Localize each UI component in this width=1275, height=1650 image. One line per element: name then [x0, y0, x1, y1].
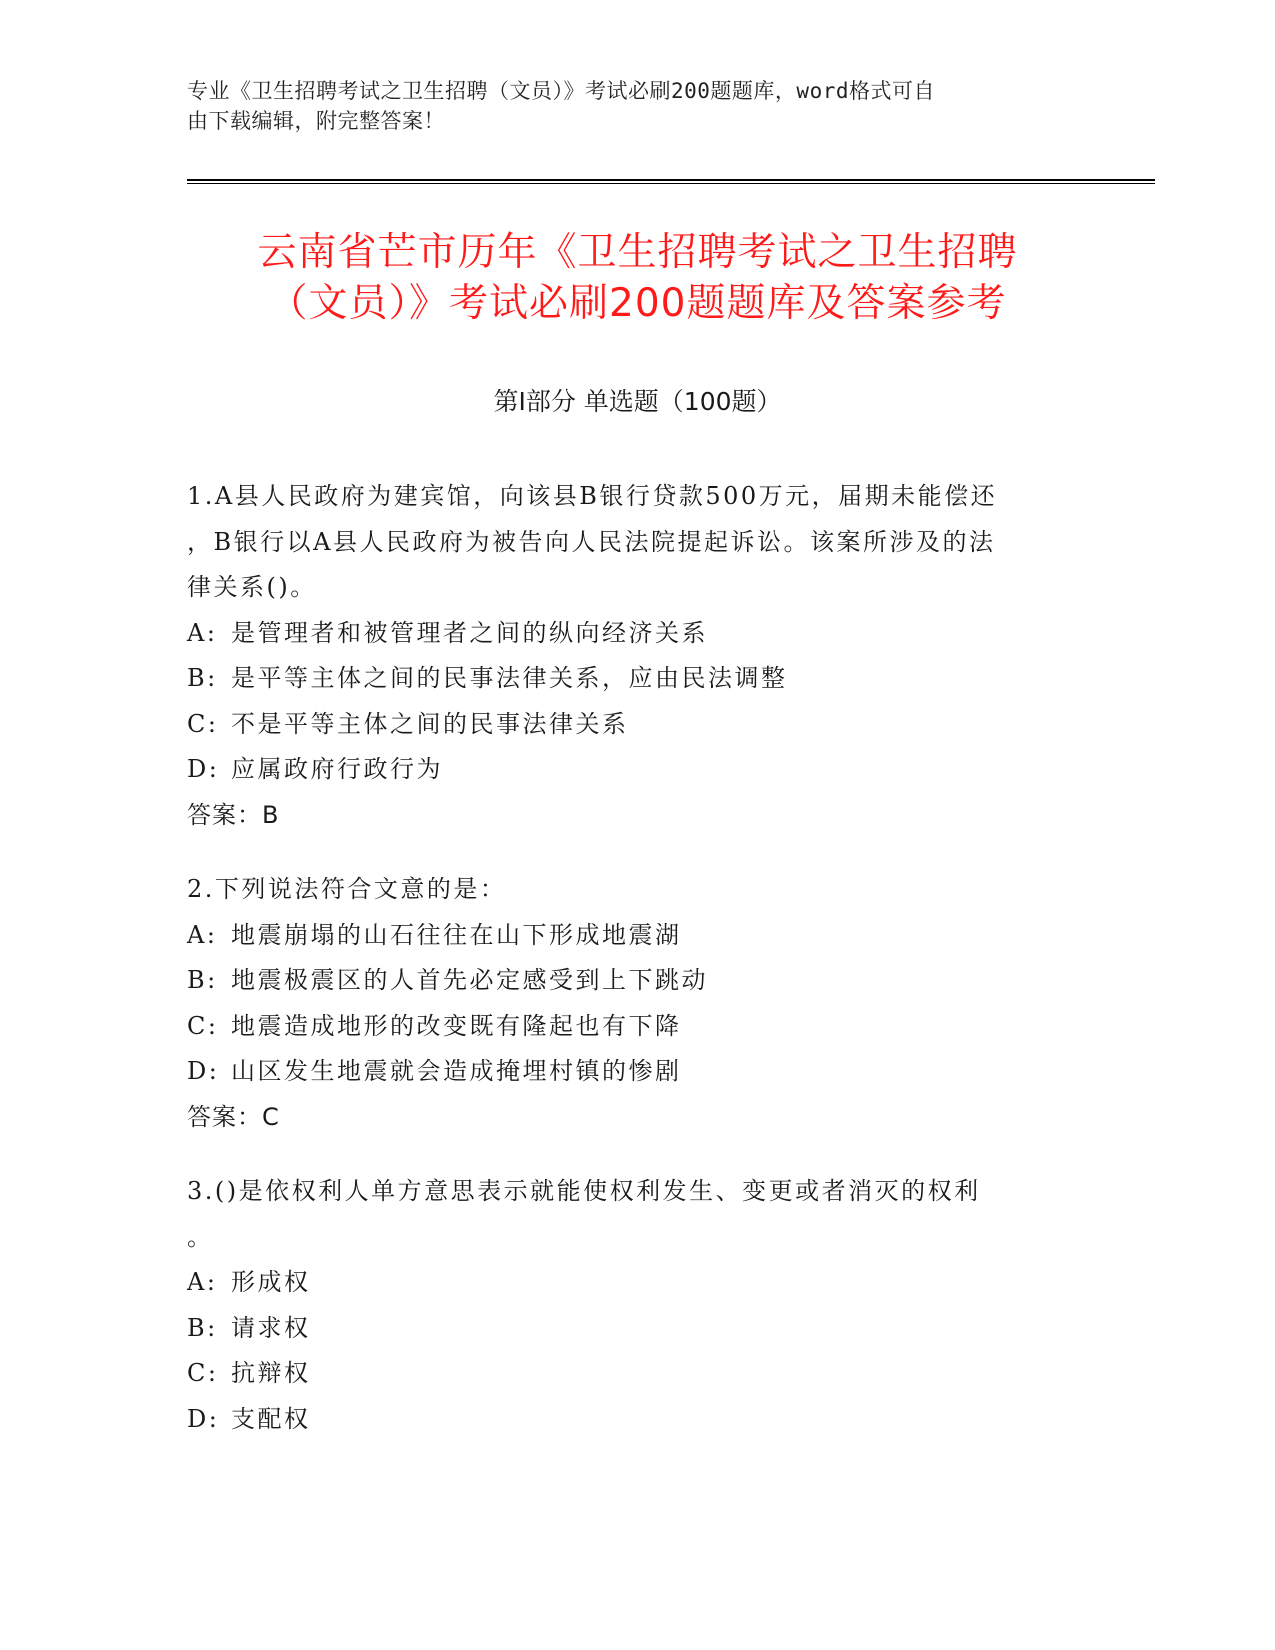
- question-2: [187, 867, 1092, 1140]
- question-3-option-a: [187, 1260, 1092, 1306]
- option-text: 是管理者和被管理者之间的纵向经济关系: [231, 618, 708, 647]
- question-1-option-c: [187, 702, 1092, 748]
- question-3-option-b: [187, 1306, 1092, 1352]
- option-key: C:: [187, 1359, 219, 1387]
- option-text: 形成权: [231, 1268, 311, 1296]
- question-2-stem-line-1: 2.下列说法符合文意的是：: [187, 875, 507, 903]
- option-key: D:: [187, 1057, 220, 1085]
- option-text: 不是平等主体之间的民事法律关系: [231, 709, 629, 738]
- question-2-option-b: [187, 958, 1092, 1004]
- option-text: 地震极震区的人首先必定感受到上下跳动: [231, 966, 708, 994]
- question-2-option-d: [187, 1049, 1092, 1095]
- question-1-option-d: [187, 747, 1092, 793]
- document-title: [150, 227, 1125, 329]
- option-key: A:: [187, 920, 218, 949]
- question-3-option-c: [187, 1351, 1092, 1397]
- question-1-stem-line-1: 1.A县人民政府为建宾馆，向该县B银行贷款500万元，届期未能偿还: [187, 482, 998, 510]
- question-3-stem-line-1: 3.()是依权利人单方意思表示就能使权利发生、变更或者消灭的权利: [187, 1177, 981, 1205]
- question-list: [187, 474, 1092, 1471]
- option-key: A:: [187, 618, 218, 647]
- question-3-stem-line-2: 。: [187, 1222, 214, 1251]
- option-text: 支配权: [231, 1404, 311, 1433]
- question-2-option-c: [187, 1004, 1092, 1050]
- option-text: 请求权: [231, 1313, 311, 1342]
- header-divider-thick: [187, 179, 1155, 181]
- document-title-line-1: 云南省芒市历年《卫生招聘考试之卫生招聘: [257, 230, 1018, 275]
- question-3: [187, 1169, 1092, 1442]
- option-key: B:: [187, 1313, 218, 1342]
- option-key: A:: [187, 1268, 218, 1296]
- option-text: 是平等主体之间的民事法律关系，应由民法调整: [231, 664, 788, 692]
- option-text: 应属政府行政行为: [231, 755, 443, 783]
- question-1-option-b: [187, 656, 1092, 702]
- option-key: C:: [187, 709, 219, 738]
- option-key: D:: [187, 1404, 220, 1433]
- question-1-answer: 答案：B: [187, 800, 280, 829]
- question-1: [187, 474, 1092, 838]
- option-text: 地震造成地形的改变既有隆起也有下降: [231, 1011, 682, 1040]
- question-1-stem-line-2: ，B银行以A县人民政府为被告向人民法院提起诉讼。该案所涉及的法: [187, 527, 996, 556]
- header-divider-thin: [187, 183, 1155, 184]
- header-note-line-2: 由下载编辑，附完整答案！: [187, 109, 445, 133]
- question-1-option-a: [187, 611, 1092, 657]
- question-1-stem-line-3: 律关系()。: [187, 573, 317, 601]
- option-text: 山区发生地震就会造成掩埋村镇的惨剧: [231, 1057, 682, 1085]
- option-text: 抗辩权: [231, 1359, 311, 1387]
- question-2-option-a: [187, 913, 1092, 959]
- header-note-line-1: 专业《卫生招聘考试之卫生招聘（文员）》考试必刷200题题库，word格式可自: [187, 79, 935, 103]
- question-3-option-d: [187, 1397, 1092, 1443]
- option-key: B:: [187, 966, 218, 994]
- option-text: 地震崩塌的山石往往在山下形成地震湖: [231, 920, 682, 949]
- question-2-answer: 答案：C: [187, 1102, 280, 1131]
- option-key: B:: [187, 664, 218, 692]
- header-note: [187, 76, 1077, 136]
- option-key: C:: [187, 1011, 219, 1040]
- document-title-line-2: （文员）》考试必刷200题题库及答案参考: [268, 281, 1007, 326]
- option-key: D:: [187, 755, 220, 783]
- section-title: 第Ⅰ部分 单选题（100题）: [493, 387, 782, 416]
